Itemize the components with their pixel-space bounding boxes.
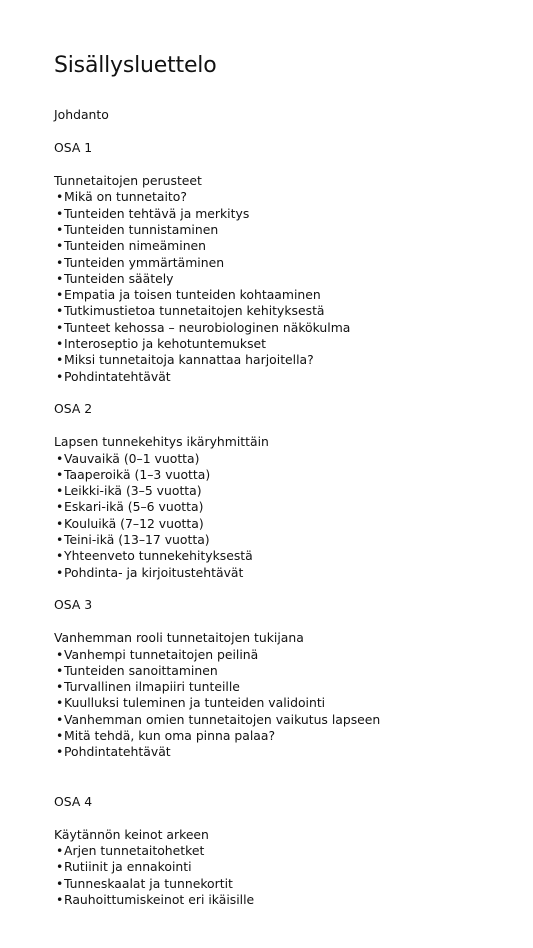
toc-item: • Eskari-ikä (5–6 vuotta)	[54, 499, 533, 515]
toc-item: • Teini-ikä (13–17 vuotta)	[54, 532, 533, 548]
part-heading: Käytännön keinot arkeen	[54, 826, 209, 842]
toc-item: • Pohdintatehtävät	[54, 744, 533, 760]
toc-item: • Tutkimustietoa tunnetaitojen kehityksestä	[54, 303, 533, 319]
part-items-list	[54, 647, 533, 761]
toc-part-2	[54, 401, 533, 580]
toc-item: • Tunteiden tehtävä ja merkitys	[54, 206, 533, 222]
part-label: OSA 3	[54, 597, 93, 613]
toc-item: • Tunteiden ymmärtäminen	[54, 255, 533, 271]
part-heading: Tunnetaitojen perusteet	[54, 173, 202, 189]
section-spacer	[54, 777, 533, 794]
toc-item: • Kouluikä (7–12 vuotta)	[54, 516, 533, 532]
toc-entry-intro: Johdanto	[54, 107, 109, 122]
toc-item: • Interoseptio ja kehotuntemukset	[54, 336, 533, 352]
part-items-list	[54, 189, 533, 385]
toc-part-4	[54, 794, 533, 908]
toc-item: • Mitä tehdä, kun oma pinna palaa?	[54, 728, 533, 744]
toc-item: • Pohdinta- ja kirjoitustehtävät	[54, 565, 533, 581]
part-label: OSA 4	[54, 794, 93, 810]
toc-item: • Arjen tunnetaitohetket	[54, 843, 533, 859]
toc-item: • Empatia ja toisen tunteiden kohtaaminen	[54, 287, 533, 303]
toc-item: • Miksi tunnetaitoja kannattaa harjoitella?	[54, 352, 533, 368]
toc-item: • Turvallinen ilmapiiri tunteille	[54, 679, 533, 695]
toc-item: • Vanhempi tunnetaitojen peilinä	[54, 647, 533, 663]
toc-part-3	[54, 597, 533, 760]
toc-item: • Tunteiden sanoittaminen	[54, 663, 533, 679]
toc-item: • Kuulluksi tuleminen ja tunteiden validointi	[54, 695, 533, 711]
toc-item: • Rauhoittumiskeinot eri ikäisille	[54, 892, 533, 908]
toc-item: • Pohdintatehtävät	[54, 369, 533, 385]
toc-item: • Yhteenveto tunnekehityksestä	[54, 548, 533, 564]
part-items-list	[54, 843, 533, 908]
toc-item: • Rutiinit ja ennakointi	[54, 859, 533, 875]
toc-item: • Vauvaikä (0–1 vuotta)	[54, 451, 533, 467]
toc-item: • Tunteiden tunnistaminen	[54, 222, 533, 238]
part-heading: Lapsen tunnekehitys ikäryhmittäin	[54, 434, 269, 450]
toc-item: • Tunteet kehossa – neurobiologinen näkökulma	[54, 320, 533, 336]
toc-item: • Vanhemman omien tunnetaitojen vaikutus lapseen	[54, 712, 533, 728]
toc-item: • Tunteiden säätely	[54, 271, 533, 287]
part-label: OSA 2	[54, 401, 93, 417]
toc-item: • Mikä on tunnetaito?	[54, 189, 533, 205]
toc-item: • Tunteiden nimeäminen	[54, 238, 533, 254]
part-label: OSA 1	[54, 140, 93, 156]
part-items-list	[54, 451, 533, 581]
toc-title: Sisällysluettelo	[54, 53, 217, 78]
toc-item: • Leikki-ikä (3–5 vuotta)	[54, 483, 533, 499]
toc-item: • Taaperoikä (1–3 vuotta)	[54, 467, 533, 483]
toc-part-1	[54, 140, 533, 385]
part-heading: Vanhemman rooli tunnetaitojen tukijana	[54, 630, 304, 646]
toc-item: • Tunneskaalat ja tunnekortit	[54, 876, 533, 892]
